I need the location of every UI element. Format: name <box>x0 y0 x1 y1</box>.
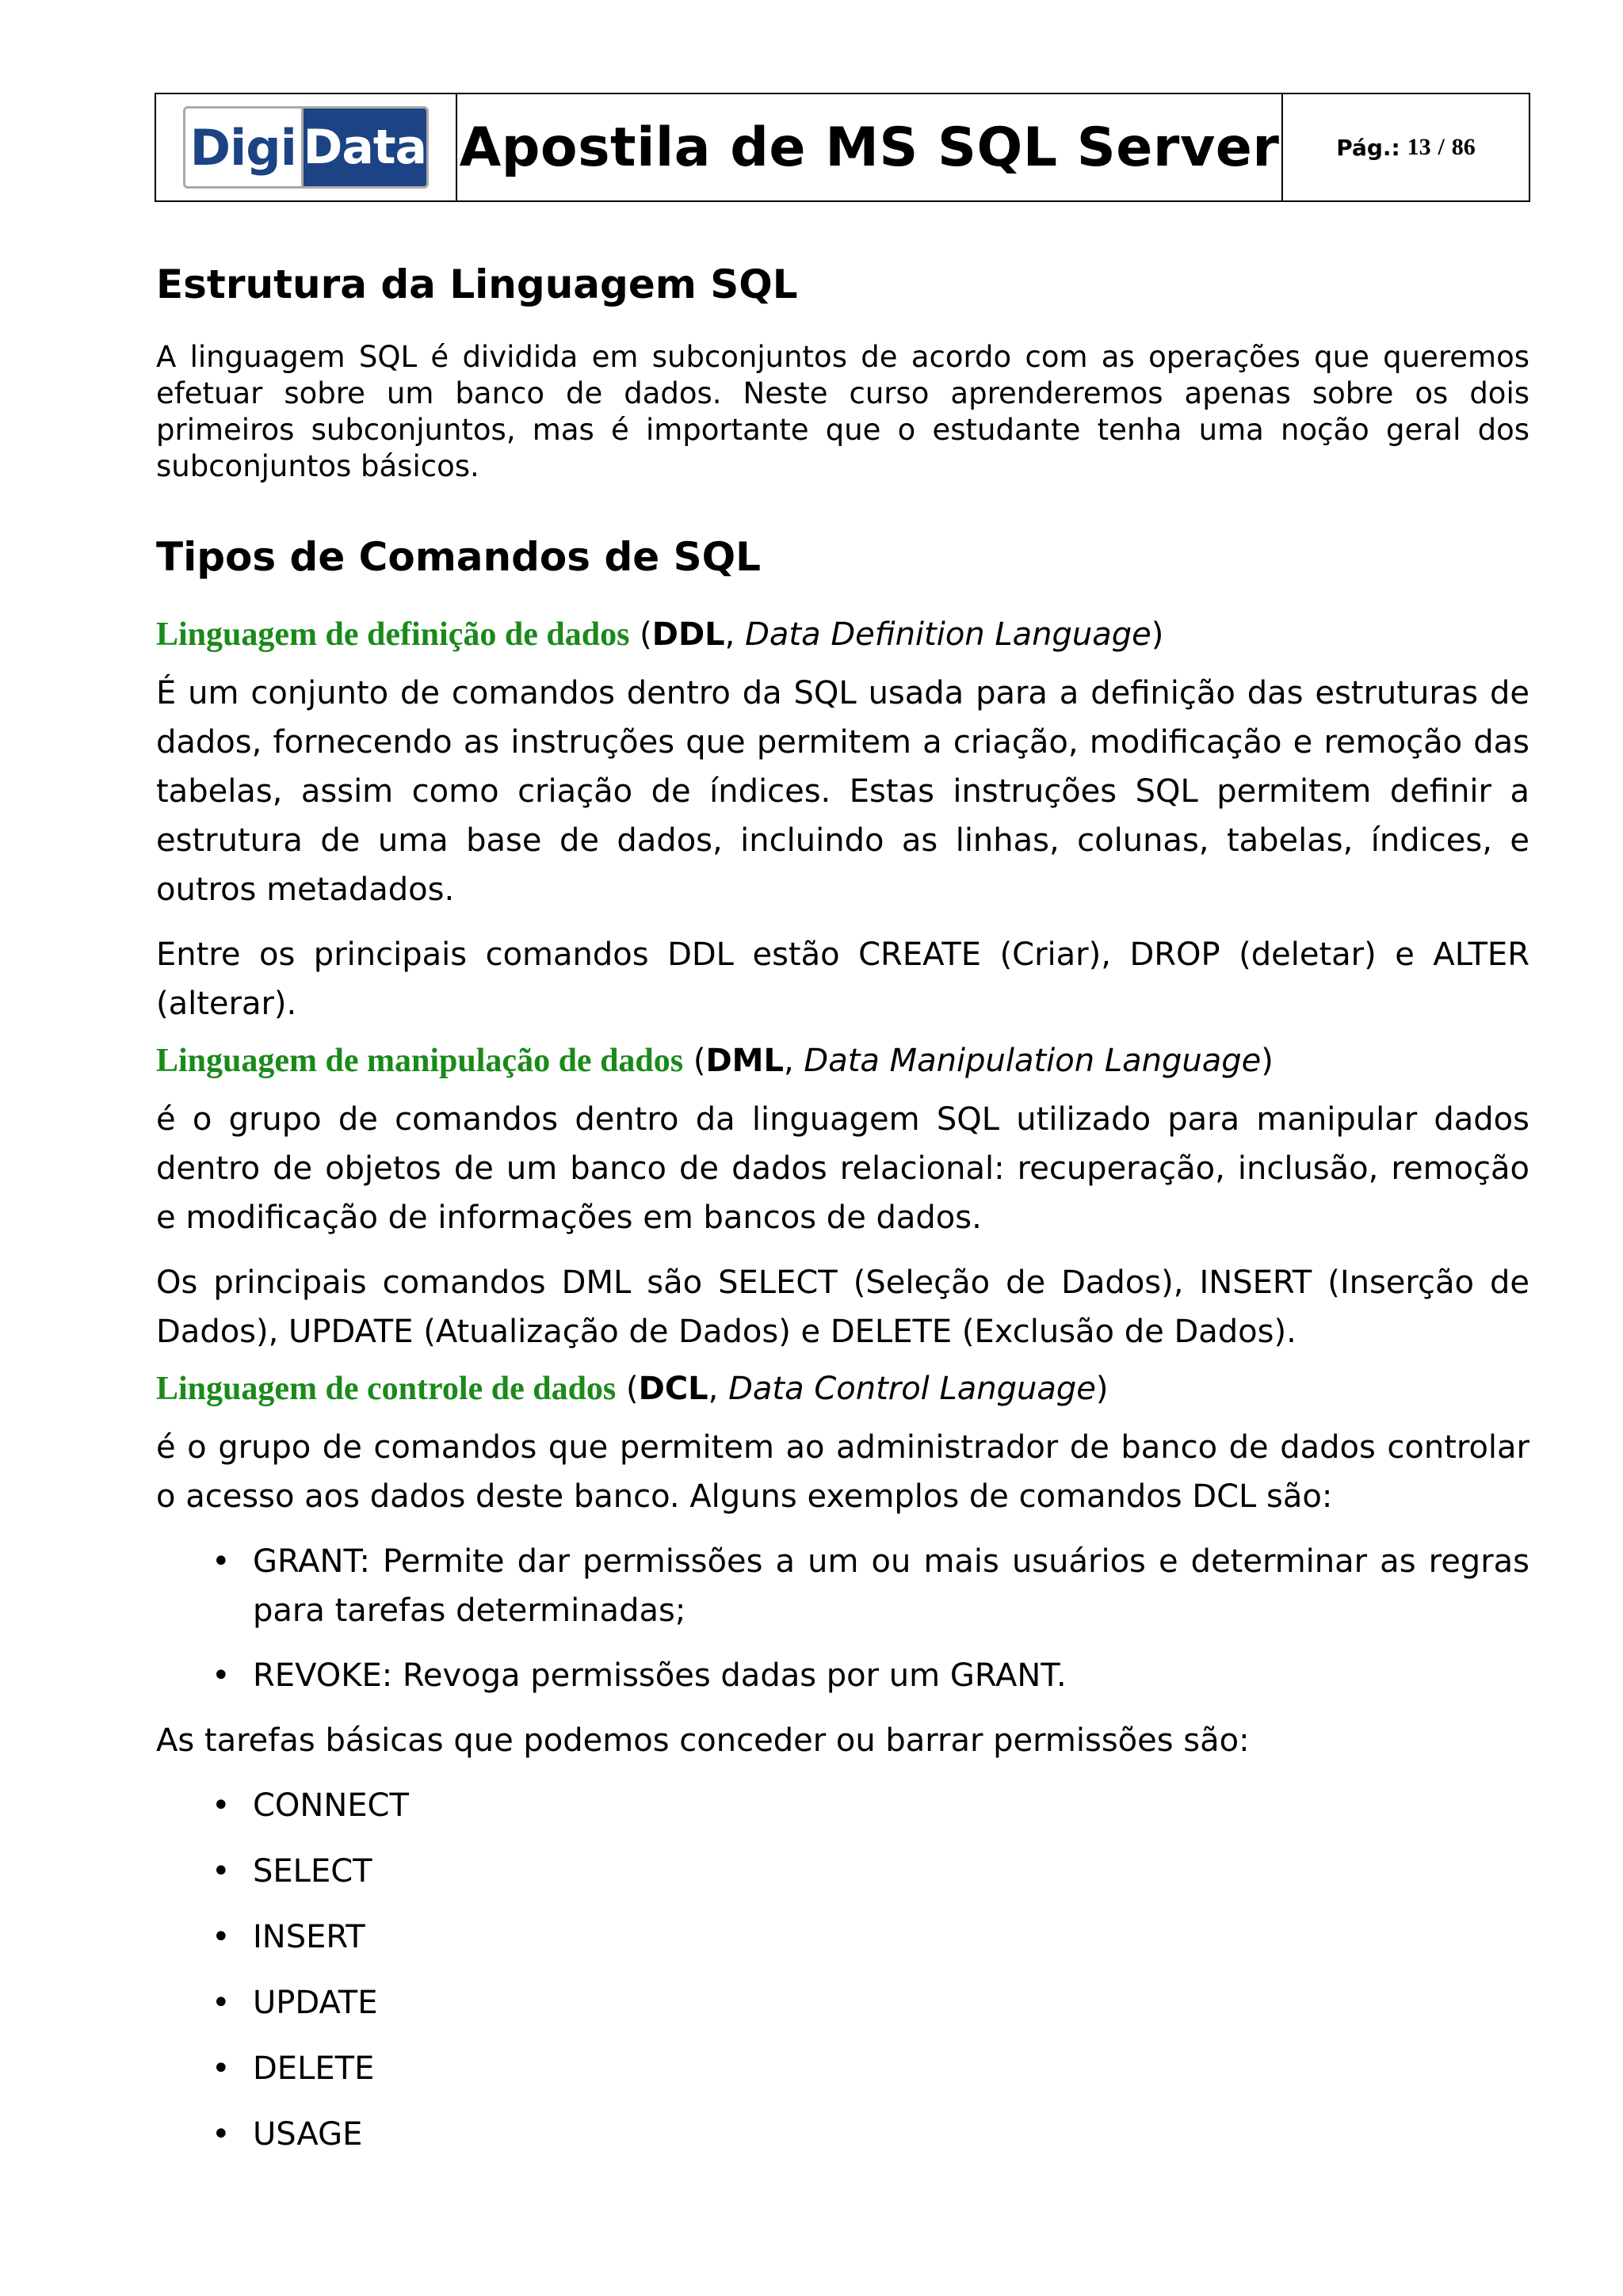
logo-text-digi: Digi <box>189 118 296 177</box>
paragraph-ddl-1: É um conjunto de comandos dentro da SQL usada para a definição das estruturas de dados, fornecendo as instruções que permitem a criação, modificação e remoção das tabelas, assim como criação de índices. Estas instruções SQL permitem definir a estrutura de uma base de dados, incluindo as linhas, colunas, tabelas, índices, e outros metadados. <box>156 675 1529 908</box>
list-item: • GRANT: Permite dar permissões a um ou mais usuários e determinar as regras para tarefas determinadas; <box>156 1537 1529 1635</box>
subheading-ddl: Linguagem de definição de dados (DDL, Data Definition Language) <box>156 616 1164 653</box>
page-separator: / <box>1438 134 1445 160</box>
paragraph-dml-1: é o grupo de comandos dentro da linguagem SQL utilizado para manipular dados dentro de objetos de um banco de dados relacional: recuperação, inclusão, remoção e modificação de informações em bancos de dados. <box>156 1101 1529 1236</box>
subheading-ddl-abbr: DDL <box>651 616 725 653</box>
subheading-dcl-abbr: DCL <box>638 1371 708 1407</box>
subheading-dcl-english: Data Control Language <box>728 1371 1096 1407</box>
subheading-dml-english: Data Manipulation Language <box>804 1043 1262 1079</box>
list-item: • USAGE <box>156 2110 1529 2159</box>
document-title: Apostila de MS SQL Server <box>459 116 1280 179</box>
paragraph-dml-2: Os principais comandos DML são SELECT (Seleção de Dados), INSERT (Inserção de Dados), UPDATE (Atualização de Dados) e DELETE (Exclusão de Dados). <box>156 1264 1529 1350</box>
section-heading-estrutura: Estrutura da Linguagem SQL <box>156 261 798 307</box>
title-cell <box>457 94 1283 200</box>
page-label: Pág.: <box>1336 134 1400 161</box>
digidata-logo <box>183 106 429 189</box>
subheading-dml-abbr: DML <box>705 1043 784 1079</box>
list-item: • DELETE <box>156 2044 1529 2093</box>
document-body <box>156 261 1529 2159</box>
list-item: • SELECT <box>156 1847 1529 1896</box>
list-item: • CONNECT <box>156 1781 1529 1830</box>
list-item: • UPDATE <box>156 1978 1529 2027</box>
page-number-cell <box>1283 94 1529 200</box>
subheading-ddl-title: Linguagem de definição de dados <box>156 616 630 653</box>
page-total: 86 <box>1451 134 1476 160</box>
paragraph-dcl-2: As tarefas básicas que podemos conceder ou barrar permissões são: <box>156 1722 1250 1759</box>
subheading-dcl: Linguagem de controle de dados (DCL, Data Control Language) <box>156 1371 1109 1407</box>
logo-cell <box>156 94 457 200</box>
dcl-tasks-list <box>156 1781 1529 2159</box>
paragraph-dcl-1: é o grupo de comandos que permitem ao administrador de banco de dados controlar o acesso aos dados deste banco. Alguns exemplos de comandos DCL são: <box>156 1429 1529 1515</box>
dcl-commands-list <box>156 1537 1529 1700</box>
section-heading-tipos: Tipos de Comandos de SQL <box>156 534 761 580</box>
paragraph-ddl-2: Entre os principais comandos DDL estão CREATE (Criar), DROP (deletar) e ALTER (alterar). <box>156 936 1529 1022</box>
subheading-ddl-english: Data Definition Language <box>745 616 1151 653</box>
page-current: 13 <box>1407 134 1431 160</box>
subheading-dcl-title: Linguagem de controle de dados <box>156 1371 617 1407</box>
section-paragraph-estrutura: A linguagem SQL é dividida em subconjuntos de acordo com as operações que queremos efetuar sobre um banco de dados. Neste curso aprenderemos apenas sobre os dois primeiros subconjuntos, mas é importante que o estudante tenha uma noção geral dos subconjuntos básicos. <box>156 340 1529 483</box>
logo-text-data: Data <box>303 120 426 175</box>
subheading-dml: Linguagem de manipulação de dados (DML, Data Manipulation Language) <box>156 1043 1274 1079</box>
list-item: • INSERT <box>156 1913 1529 1962</box>
list-item: • REVOKE: Revoga permissões dadas por um GRANT. <box>156 1651 1529 1700</box>
document-header <box>155 93 1530 202</box>
subheading-dml-title: Linguagem de manipulação de dados <box>156 1043 684 1079</box>
